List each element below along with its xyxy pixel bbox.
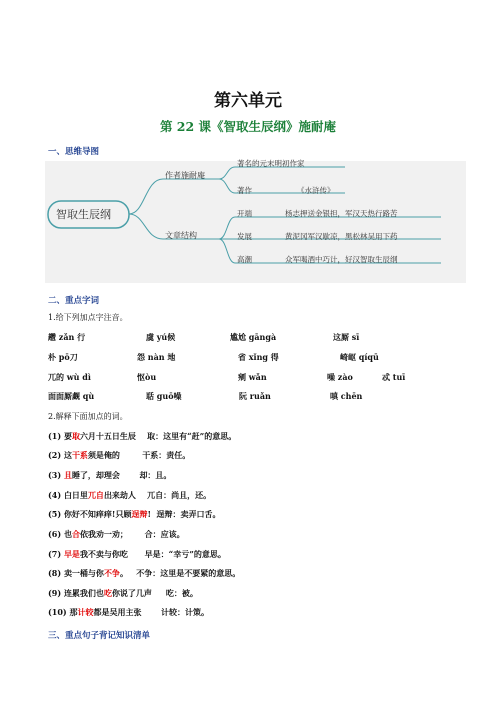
mindmap-work-label: 著作 (237, 186, 252, 195)
pinyin-item: 兀的 wù dì (48, 372, 91, 382)
question-2: 2.解释下面加点的词。 (48, 412, 128, 421)
explanation-item: (1) 要取六月十五日生辰 取：这里有“赶”的意思。 (48, 431, 237, 441)
unit-title: 第六单元 (214, 91, 282, 111)
mindmap-work: 《水浒传》 (297, 186, 335, 195)
explanation-item: (5) 你好不知痒痒!只顾逞辩! 逞辩：卖弄口舌。 (48, 509, 221, 519)
pinyin-item: 崎岖 qíqū (340, 352, 379, 362)
pinyin-item: 虞 yú候 (146, 332, 176, 342)
pinyin-item: 怨 nàn 地 (137, 352, 176, 362)
pinyin-item: 聒 guō噪 (146, 391, 182, 401)
mindmap-stage-2: 发展 (237, 232, 252, 241)
explanation-item: (10) 那计较都是吴用主张 计较：计策。 (48, 607, 209, 617)
explanation-item: (6) 也合依我劝一劝； 合：应该。 (48, 529, 185, 539)
mindmap-stage-1-desc: 杨志押送金银担，军汉天热行路苦 (285, 209, 398, 218)
mindmap-stage-1: 开端 (237, 209, 252, 218)
pinyin-item: 噪 zào (327, 372, 353, 382)
pinyin-item: 嗔 chēn (330, 391, 363, 401)
question-1: 1.给下列加点字注音。 (48, 313, 128, 322)
section-heading-sentences: 三、重点句子背记知识清单 (48, 631, 151, 641)
mindmap-stage-3-desc: 众军喝酒中巧计，好汉智取生辰纲 (285, 255, 398, 264)
lesson-title: 第 22 课《智取生辰纲》施耐庵 (159, 119, 337, 134)
explanation-item: (8) 卖一桶与你不争。 不争：这里是不要紧的意思。 (48, 568, 241, 578)
mindmap-branch-author: 作者施耐庵 (165, 171, 205, 180)
mindmap-author-desc: 著名的元末明初作家 (237, 159, 305, 168)
mindmap-stage-3: 高潮 (237, 255, 252, 264)
explanation-item: (7) 早是我不卖与你吃 早是：“幸亏”的意思。 (48, 549, 226, 559)
pinyin-item: 面面厮觑 qù (48, 391, 95, 401)
mindmap-branch-structure: 文章结构 (165, 231, 197, 240)
section-heading-mindmap: 一、思维导图 (48, 147, 100, 157)
pinyin-item: 趱 zǎn 行 (48, 332, 86, 342)
mindmap-stage-2-desc: 黄泥冈军汉歇凉，黑松林吴用下药 (285, 232, 398, 241)
section-heading-vocab: 二、重点字词 (48, 296, 100, 306)
pinyin-item: 尴尬 gāngà (230, 332, 277, 342)
mind-map-lines (45, 161, 466, 283)
pinyin-item: 省 xǐng 得 (238, 352, 279, 362)
mind-map (45, 161, 466, 283)
explanation-item: (4) 白日里兀自出来劫人 兀自：尚且，还。 (48, 490, 212, 500)
pinyin-item: 怄òu (137, 372, 157, 382)
pinyin-item: 阮 ruǎn (239, 391, 271, 401)
pinyin-item: 忒 tuī (382, 372, 406, 382)
mindmap-root: 智取生辰纲 (56, 208, 111, 221)
pinyin-item: 这厮 sī (333, 332, 360, 342)
pinyin-item: 剜 wǎn (238, 372, 267, 382)
explanation-item: (3) 且睡了，却理会 却：且。 (48, 470, 172, 480)
explanation-item: (9) 连累我们也吃你说了几声 吃：被。 (48, 588, 198, 598)
explanation-item: (2) 这干系须是俺的 干系：责任。 (48, 450, 191, 460)
pinyin-item: 朴 pō刀 (48, 352, 78, 362)
